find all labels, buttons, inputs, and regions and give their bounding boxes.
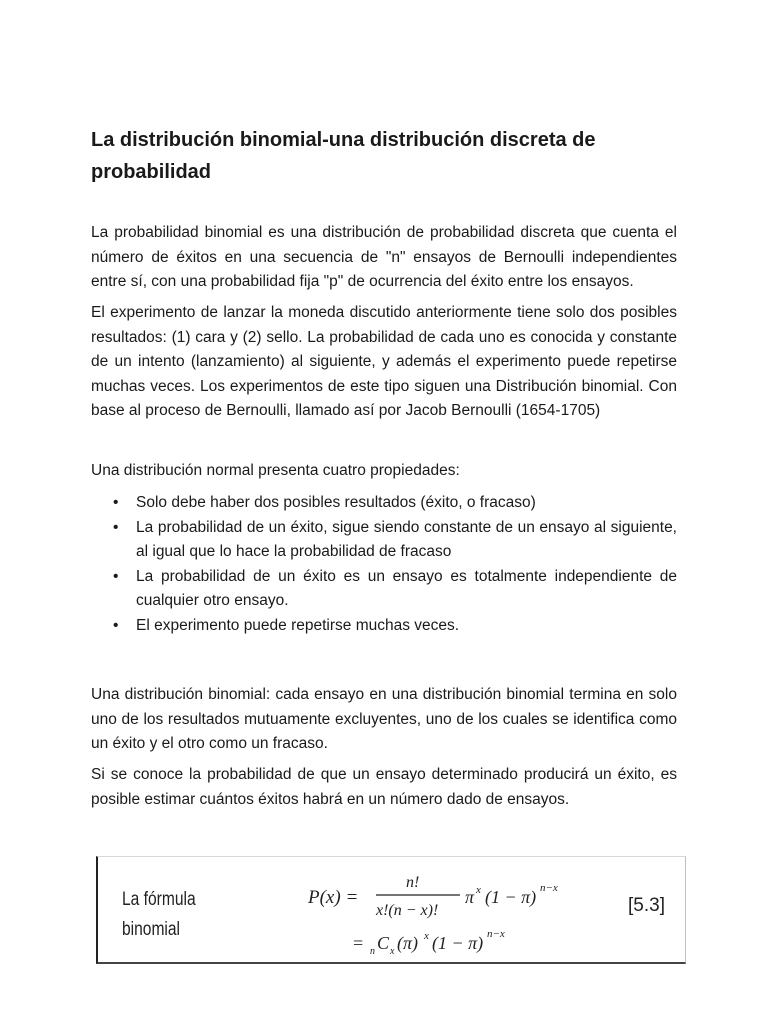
formula-line2-sub-n: n bbox=[370, 946, 375, 957]
formula-term1-exp: x bbox=[476, 884, 481, 896]
document-title: La distribución binomial-una distribución discreta de probabilidad bbox=[91, 129, 596, 183]
formula-lhs: P(x) = bbox=[308, 887, 359, 908]
formula-label-line2: binomial bbox=[122, 919, 181, 940]
formula-reference-number: [5.3] bbox=[628, 895, 665, 916]
paragraph-definition: La probabilidad binomial es una distribución de probabilidad discreta que cuenta el número de éxitos en una secuencia de "n" ensayos de Bernoulli independientes entre sí, con una probabilidad fija "p" de ocurrencia del éxito entre los ensayos. bbox=[91, 224, 677, 290]
formula-line2-equals: = bbox=[353, 933, 364, 953]
formula-term1: π bbox=[465, 887, 475, 907]
formula-label-line1: La fórmula bbox=[122, 889, 196, 910]
list-item: • La probabilidad de un éxito, sigue siendo constante de un ensayo al siguiente, al igual que lo hace la probabilidad de fracaso bbox=[91, 516, 677, 565]
properties-list bbox=[91, 491, 677, 638]
paragraph-estimate-successes: Si se conoce la probabilidad de que un ensayo determinado producirá un éxito, es posible estimar cuántos éxitos habrá en un número dado de ensayos. bbox=[91, 766, 677, 808]
formula-line2-pi-exp: x bbox=[424, 930, 429, 942]
formula-label bbox=[122, 885, 196, 945]
formula-denominator: x!(n − x)! bbox=[376, 902, 439, 919]
formula-line2-C: C bbox=[377, 933, 390, 953]
list-item: • Solo debe haber dos posibles resultados (éxito, o fracaso) bbox=[91, 491, 677, 516]
formula-line2-term2-exp: n−x bbox=[487, 928, 505, 940]
formula-term2: (1 − π) bbox=[485, 887, 537, 907]
paragraph-coin-experiment: El experimento de lanzar la moneda discutido anteriormente tiene solo dos posibles resultados: (1) cara y (2) sello. La probabilidad de cada uno es conocida y constante de un intento (lanzamiento) al siguiente, y además el experimento puede repetirse muchas veces. Los experimentos de este tipo siguen una Distribución binomial. Con base al proceso de Bernoulli, llamado así por Jacob Bernoulli (1654-1705) bbox=[91, 304, 677, 419]
binomial-formula bbox=[308, 863, 568, 959]
formula-line2-sub-x: x bbox=[390, 946, 395, 957]
list-item: • La probabilidad de un éxito es un ensayo es totalmente independiente de cualquier otro ensayo. bbox=[91, 565, 677, 614]
formula-line2-term2: (1 − π) bbox=[432, 933, 484, 953]
paragraph-properties-intro: Una distribución normal presenta cuatro propiedades: bbox=[91, 462, 460, 479]
formula-line2-pi: (π) bbox=[397, 933, 419, 953]
paragraph-binomial-trial: Una distribución binomial: cada ensayo en una distribución binomial termina en solo uno de los resultados mutuamente excluyentes, uno de los cuales se identifica como un éxito y el otro como un fracaso. bbox=[91, 686, 677, 752]
formula-term2-exp: n−x bbox=[540, 882, 558, 894]
list-item: • El experimento puede repetirse muchas veces. bbox=[91, 614, 677, 639]
formula-numerator: n! bbox=[406, 874, 420, 891]
binomial-formula-image bbox=[96, 856, 686, 964]
formula-svg bbox=[308, 863, 568, 959]
